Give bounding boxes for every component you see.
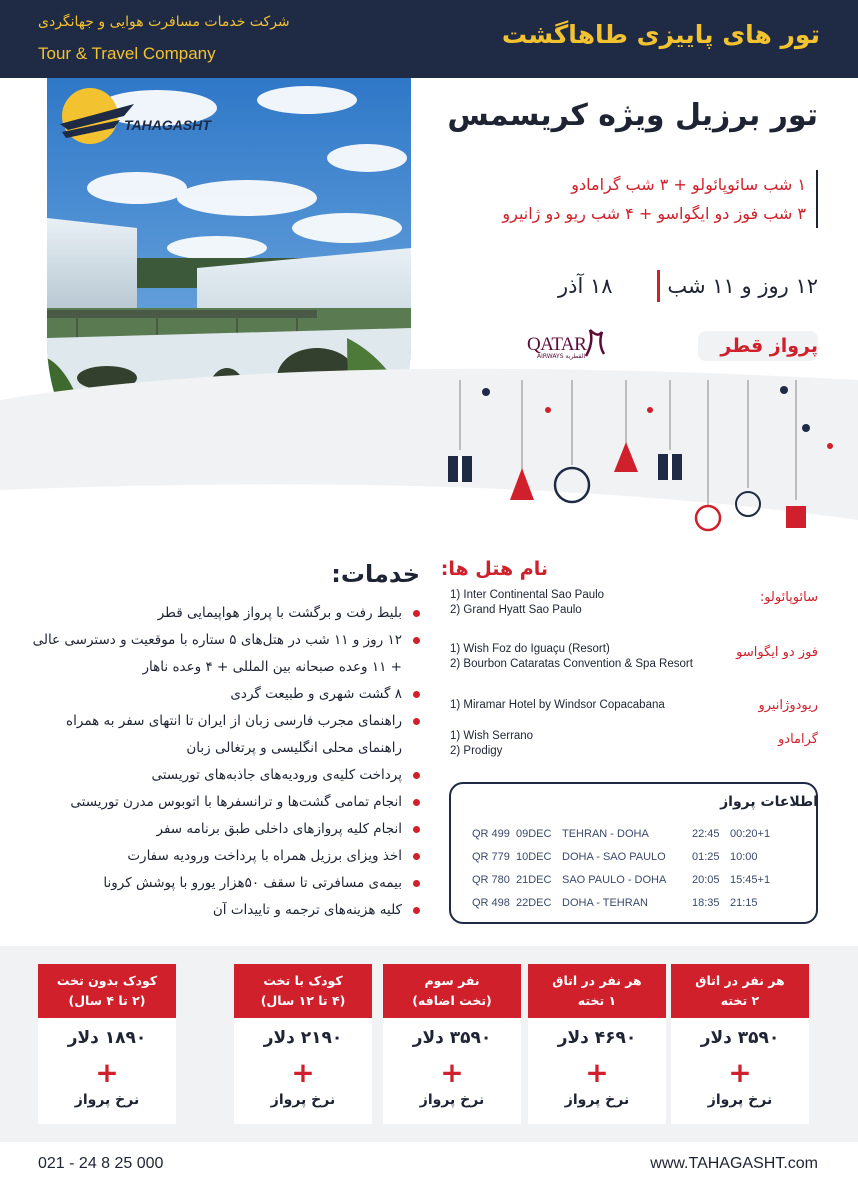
bullet-icon [413, 772, 420, 779]
price-card [528, 964, 666, 1124]
hotel-city: سائوپائولو: [759, 590, 818, 605]
price-value: ۳۵۹۰ دلار [412, 1028, 492, 1048]
qatar-airways-logo: QATAR [527, 334, 587, 355]
phone-number: 021 - 24 8 25 000 [38, 1155, 164, 1172]
bullet-icon [413, 718, 420, 725]
route-line: ۱ شب سائوپائولو + ۳ شب گرامادو [571, 175, 806, 194]
tour-title: تور برزیل ویژه کریسمس [447, 98, 818, 133]
bullet-icon [413, 799, 420, 806]
price-card [38, 964, 176, 1124]
bullet-icon [413, 826, 420, 833]
plus-icon: + [291, 1056, 315, 1089]
price-card-header: هر نفر در اتاق ۲ تخته [671, 964, 809, 1018]
tahagasht-logo [54, 86, 224, 146]
service-item: راهنمای مجرب فارسی زبان از ایران تا انتهای سفر به همراه راهنمای محلی انگلیسی و پرتغالی زبان [20, 708, 420, 762]
website-link[interactable]: www.TAHAGASHT.com [650, 1155, 818, 1172]
price-note: نرخ پرواز [564, 1092, 630, 1108]
service-item: انجام کلیه پروازهای داخلی طبق برنامه سفر [20, 816, 420, 843]
company-name-fa: شرکت خدمات مسافرت هوایی و جهانگردی [38, 14, 290, 30]
price-card-header: کودک بدون تخت (۲ تا ۴ سال) [38, 964, 176, 1018]
bullet-icon [413, 637, 420, 644]
route-line: ۳ شب فوز دو ایگواسو + ۴ شب ریو دو ژانیرو [502, 204, 806, 223]
price-card-header: هر نفر در اتاق ۱ تخته [528, 964, 666, 1018]
flight-label: پرواز قطر [720, 335, 818, 357]
bullet-icon [413, 880, 420, 887]
hotel-name: 1) Wish Serrano [450, 730, 534, 742]
divider [657, 270, 660, 302]
service-item: پرداخت کلیه‌ی ورودیه‌های جاذبه‌های توریستی [20, 762, 420, 789]
bullet-icon [413, 853, 420, 860]
oryx-icon [584, 328, 606, 358]
service-item: بیمه‌ی مسافرتی تا سقف ۵۰هزار یورو با پوشش کرونا [20, 870, 420, 897]
hotel-city: گرامادو [778, 732, 818, 747]
price-note: نرخ پرواز [270, 1092, 336, 1108]
price-card-header: نفر سوم (تخت اضافه) [383, 964, 521, 1018]
price-note: نرخ پرواز [707, 1092, 773, 1108]
hotels-heading: نام هتل ها: [440, 558, 548, 580]
service-item: ۱۲ روز و ۱۱ شب در هتل‌های ۵ ستاره با موقعیت و دسترسی عالی + ۱۱ وعده صبحانه بین المللی + ۴ وعده ناهار [20, 627, 420, 681]
price-note: نرخ پرواز [419, 1092, 485, 1108]
tour-duration: ۱۲ روز و ۱۱ شب [667, 274, 818, 298]
service-item: انجام تمامی گشت‌ها و ترانسفرها با اتوبوس مدرن توریستی [20, 789, 420, 816]
price-value: ۳۵۹۰ دلار [700, 1028, 780, 1048]
flight-info-heading: اطلاعات پرواز [720, 794, 818, 810]
route-list [488, 170, 818, 228]
hotel-name: 1) Inter Continental Sao Paulo [450, 589, 605, 601]
hotel-name: 1) Miramar Hotel by Windsor Copacabana [450, 699, 665, 711]
price-value: ۴۶۹۰ دلار [557, 1028, 637, 1048]
service-item: کلیه هزینه‌های ترجمه و تاییدات آن [20, 897, 420, 924]
hotel-city: فوز دو ایگواسو [736, 645, 818, 660]
service-item: اخذ ویزای برزیل همراه با پرداخت ورودیه سفارت [20, 843, 420, 870]
price-value: ۲۱۹۰ دلار [263, 1028, 343, 1048]
plus-icon: + [440, 1056, 464, 1089]
bullet-icon [413, 907, 420, 914]
logo-wordmark: TAHAGASHT [124, 117, 211, 133]
price-note: نرخ پرواز [74, 1092, 140, 1108]
service-item: ۸ گشت شهری و طبیعت گردی [20, 681, 420, 708]
price-card [383, 964, 521, 1124]
price-card [234, 964, 372, 1124]
hotel-city: ریودوژانیرو [758, 698, 818, 713]
hotel-name: 2) Grand Hyatt Sao Paulo [450, 604, 582, 616]
qatar-airways-logo-sub: AIRWAYS القطرية [537, 353, 586, 360]
price-card-header: کودک با تخت (۴ تا ۱۲ سال) [234, 964, 372, 1018]
services-list [20, 600, 420, 924]
christmas-ornaments [430, 380, 858, 540]
plus-icon: + [728, 1056, 752, 1089]
hotel-name: 2) Prodigy [450, 745, 503, 757]
hotel-name: 1) Wish Foz do Iguaçu (Resort) [450, 643, 610, 655]
services-heading: خدمات: [331, 560, 420, 588]
hotel-name: 2) Bourbon Cataratas Convention & Spa Resort [450, 658, 693, 670]
plus-icon: + [95, 1056, 119, 1089]
bullet-icon [413, 610, 420, 617]
plus-icon: + [585, 1056, 609, 1089]
company-name-en: Tour & Travel Company [38, 44, 216, 63]
service-item: بلیط رفت و برگشت با پرواز هواپیمایی قطر [20, 600, 420, 627]
price-card [671, 964, 809, 1124]
departure-date: ۱۸ آذر [558, 274, 613, 298]
headline: تور های پاییزی طاهاگشت [501, 20, 820, 49]
price-value: ۱۸۹۰ دلار [67, 1028, 147, 1048]
bullet-icon [413, 691, 420, 698]
